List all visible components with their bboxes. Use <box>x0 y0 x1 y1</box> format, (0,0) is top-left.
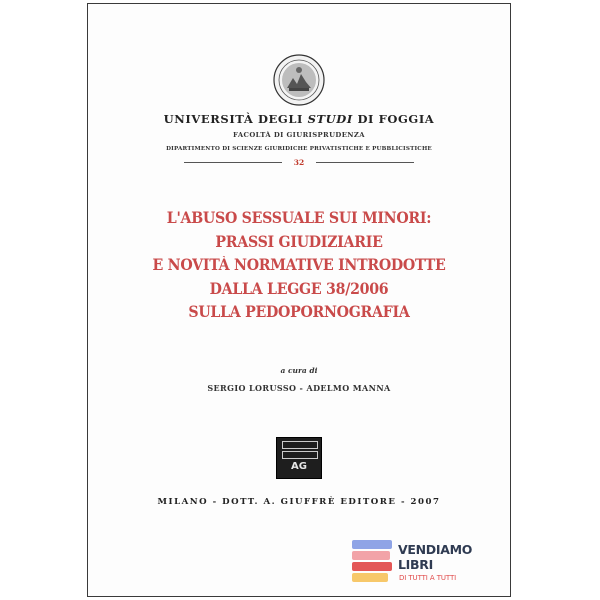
title-line: E NOVITÀ NORMATIVE INTRODOTTE <box>152 256 446 274</box>
logo-band <box>282 451 318 459</box>
watermark-bar <box>352 573 388 582</box>
university-seal-icon <box>273 54 325 106</box>
logo-monogram: AG <box>291 461 307 472</box>
vendiamo-libri-watermark <box>352 538 492 588</box>
watermark-text-libri: LIBRI <box>398 557 433 572</box>
university-name <box>88 112 510 126</box>
watermark-tagline: DI TUTTI A TUTTI <box>399 574 457 582</box>
title-line: PRASSI GIUDIZIARIE <box>215 232 383 251</box>
book-title <box>88 207 510 325</box>
watermark-books-icon <box>352 538 392 586</box>
watermark-text-vendiamo: VENDIAMO <box>398 542 473 557</box>
department-name: DIPARTIMENTO DI SCIENZE GIURIDICHE PRIVATISTICHE E PUBBLICISTICHE <box>166 146 432 152</box>
university-name-suffix: DI FOGGIA <box>352 112 435 126</box>
title-line: SULLA PEDOPORNOGRAFIA <box>188 303 410 321</box>
publisher-line: MILANO - DOTT. A. GIUFFRÈ EDITORE - 2007 <box>157 497 441 507</box>
publisher-logo-icon <box>276 437 322 479</box>
editors-names: SERGIO LORUSSO - ADELMO MANNA <box>207 383 391 393</box>
series-number: 32 <box>293 158 305 167</box>
faculty-name: FACOLTÀ DI GIURISPRUDENZA <box>233 131 365 139</box>
watermark-bar <box>352 540 392 549</box>
book-cover <box>87 3 511 597</box>
university-name-prefix: UNIVERSITÀ DEGLI <box>163 112 308 126</box>
editors-label: a cura di <box>280 366 318 375</box>
title-line: DALLA LEGGE 38/2006 <box>209 279 389 298</box>
watermark-bar <box>352 562 392 571</box>
title-line: L'ABUSO SESSUALE SUI MINORI: <box>166 209 432 227</box>
university-name-italic: STUDI <box>307 112 353 126</box>
logo-band <box>282 441 318 449</box>
watermark-bar <box>352 551 390 560</box>
